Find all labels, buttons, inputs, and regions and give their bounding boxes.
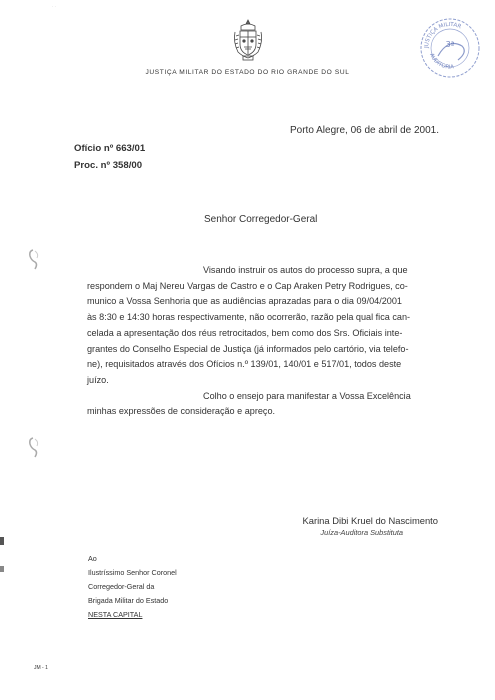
salutation: Senhor Corregedor-Geral	[204, 214, 318, 225]
svg-text:AUDITORIA	[428, 52, 455, 70]
coat-of-arms-logo	[232, 18, 264, 62]
body-line: ne), requisitados através dos Ofícios n.º 139/01, 140/01 e 517/01, todos deste	[87, 359, 402, 370]
addressee-line: Ilustríssimo Senhor Coronel	[88, 568, 177, 578]
body-line: celada a apresentação dos réus retrocitados, bem como dos Srs. Oficiais inte-	[87, 327, 403, 338]
form-code: JM - 1	[34, 665, 48, 671]
body-line: juízo.	[87, 374, 109, 385]
punch-hole-bottom	[27, 436, 41, 460]
body-line: munico a Vossa Senhoria que as audiências aprazadas para o dia 09/04/2001	[87, 296, 402, 307]
signature-title: Juíza-Auditora Substituta	[320, 528, 403, 537]
addressee-line: NESTA CAPITAL	[88, 610, 143, 620]
body-line: minhas expressões de consideração e apreço.	[87, 406, 276, 417]
scan-edge-mark	[0, 566, 4, 572]
letter-body	[87, 263, 439, 420]
signature-name: Karina Dibi Kruel do Nascimento	[302, 515, 438, 526]
body-line: respondem o Maj Nereu Vargas de Castro e o Cap Araken Petry Rodrigues, co-	[87, 280, 408, 291]
stamp-number: 3ª	[445, 40, 455, 49]
body-line: Colho o ensejo para manifestar a Vossa Excelência	[203, 390, 411, 401]
addressee-line: Corregedor-Geral da	[88, 582, 155, 592]
letter-date: Porto Alegre, 06 de abril de 2001.	[290, 125, 439, 136]
process-number: Proc. nº 358/00	[74, 160, 143, 171]
svg-text:JUSTIÇA MILITAR	[424, 22, 462, 49]
punch-hole-top	[27, 248, 41, 272]
body-line: grantes do Conselho Especial de Justiça (já informados pelo cartório, via telefo-	[87, 343, 409, 354]
scan-mark: · ·	[52, 4, 56, 9]
scan-edge-mark	[0, 537, 4, 545]
addressee-line: Brigada Militar do Estado	[88, 596, 169, 606]
institution-header: JUSTIÇA MILITAR DO ESTADO DO RIO GRANDE DO SUL	[145, 69, 350, 76]
court-stamp	[418, 16, 482, 80]
body-line: às 8:30 e 14:30 horas respectivamente, não ocorrerão, razão pela qual fica can-	[87, 312, 411, 323]
stamp-text-bottom: AUDITORIA	[428, 52, 455, 71]
oficio-number: Ofício nº 663/01	[74, 143, 146, 154]
addressee-block	[88, 552, 177, 622]
stamp-text-top: JUSTIÇA MILITAR	[423, 21, 463, 49]
addressee-line: Ao	[88, 554, 97, 563]
body-line: Visando instruir os autos do processo supra, a que	[203, 265, 408, 275]
